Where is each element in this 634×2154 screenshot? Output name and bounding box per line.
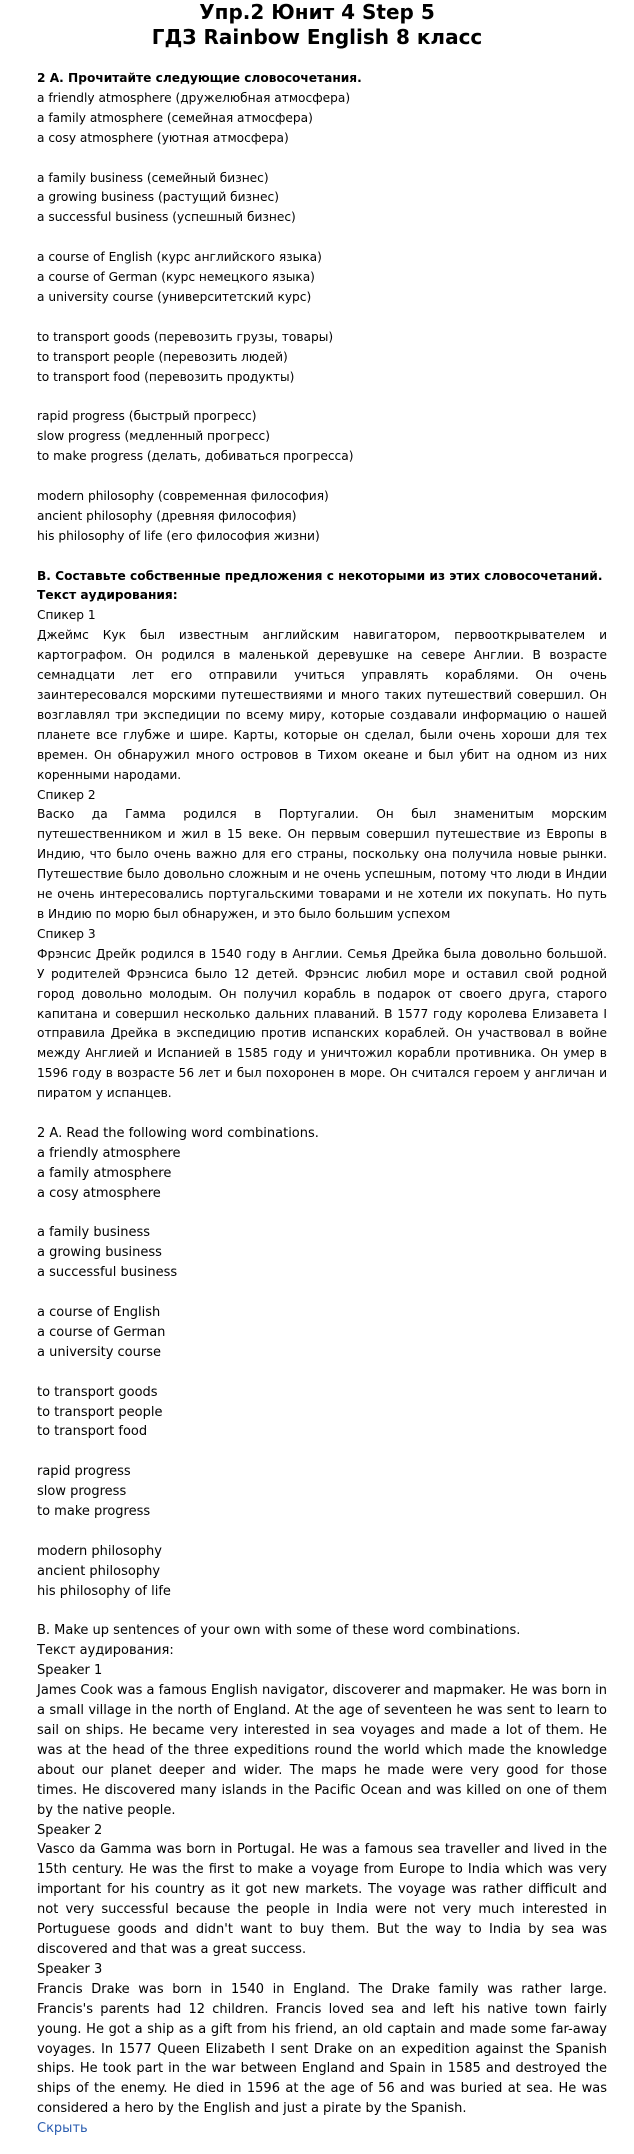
- ru-word-groups: [37, 89, 607, 567]
- speaker-text: Васко да Гамма родился в Португалии. Он был знаменитым морским путешественником и жил в 15 веке. Он первым совершил путешествие из Европы в Индию, что было очень важно для его страны, поскольку она получила новые рынки. Путешествие было довольно сложным и не очень успешным, потому что люди в Индии не очень интересовались португальскими товарами и не хотели их покупать. Но путь в Индию по морю был обнаружен, и это было большим успехом: [37, 807, 607, 921]
- hide-link[interactable]: Скрыть: [37, 2121, 88, 2137]
- speaker-text: Francis Drake was born in 1540 in England. The Drake family was rather large. Francis's parents had 12 children. Francis loved sea and left his native town fairly young. He got a ship as a gift from his friend, an old captain and made some far-away voyages. In 1577 Queen Elizabeth I sent Drake on an expedition against the Spanish ships. He took part in the war between England and Spain in 1585 and destroyed the ships of the enemy. He died in 1596 at the age of 56 and was buried at sea. He was considered a hero by the English and just a pirate by the Spanish.: [37, 1981, 607, 2117]
- word-combination: to make progress: [37, 1504, 151, 1520]
- main-content: [0, 50, 634, 2139]
- speaker-label: Speaker 1: [37, 1663, 103, 1679]
- word-combination: a university course: [37, 1344, 161, 1360]
- group-spacer: [37, 387, 607, 407]
- word-combination: a family business (семейный бизнес): [37, 170, 269, 185]
- word-combination: a successful business: [37, 1265, 178, 1281]
- exercise-a-heading-ru: 2 А. Прочитайте следующие словосочетания.: [37, 71, 362, 85]
- en-word-groups: [37, 1144, 607, 1622]
- word-combination: a course of German (курс немецкого языка): [37, 270, 315, 285]
- speaker-text: James Cook was a famous English navigator, discoverer and mapmaker. He was born in a small village in the north of England. At the age of seventeen he was sent to learn to sail on ships. He became very interested in sea voyages and made a lot of them. He was at the head of the three expeditions round the world which made the knowledge about our planet deeper and wider. The maps he made were very good for those times. He discovered many islands in the Pacific Ocean and was killed on one of them by the native people.: [37, 1683, 607, 1818]
- exercise-b-heading-en: B. Make up sentences of your own with some of these word combinations.: [37, 1623, 521, 1639]
- speaker-text: Джеймс Кук был известным английским навигатором, первооткрывателем и картографом. Он родился в маленькой деревушке на севере Англии. В возрасте семнадцати лет его отправили учиться управлять кораблями. Он очень заинтересовался морскими путешествиями и много таких путешествий совершил. Он возглавлял три экспедиции по всему миру, которые создавали информацию о нашей планете все глубже и шире. Карты, которые он сделал, были очень хороши для тех времен. Он обнаружил много островов в Тихом океане и был убит на одном из них коренными народами.: [37, 628, 607, 782]
- group-spacer: [37, 1204, 607, 1224]
- ru-section: [37, 69, 607, 1104]
- group-spacer: [37, 308, 607, 328]
- word-combination: a family atmosphere (семейная атмосфера): [37, 110, 313, 125]
- word-combination: to transport food (перевозить продукты): [37, 369, 295, 384]
- speaker-label: Speaker 3: [37, 1961, 103, 1977]
- word-combination: to transport goods (перевозить грузы, товары): [37, 329, 334, 344]
- word-combination: ancient philosophy: [37, 1563, 161, 1579]
- group-spacer: [37, 1283, 607, 1303]
- group-spacer: [37, 1363, 607, 1383]
- speaker-text: Vasco da Gamma was born in Portugal. He was a famous sea traveller and lived in the 15th century. He was the first to make a voyage from Europe to India which was very important for his country as it got new markets. The voyage was rather difficult and not very successful because the people in India were not very much interested in Portuguese goods and didn't want to buy them. But the way to India by sea was discovered and that was a great success.: [37, 1842, 607, 1957]
- group-spacer: [37, 547, 607, 567]
- word-combination: a course of English (курс английского языка): [37, 250, 322, 265]
- word-combination: to transport goods: [37, 1384, 158, 1400]
- word-combination: a university course (университетский курс): [37, 289, 312, 304]
- word-combination: a course of English: [37, 1305, 161, 1321]
- audio-heading-ru: Текст аудирования:: [37, 588, 178, 603]
- word-combination: slow progress (медленный прогресс): [37, 429, 270, 444]
- speaker-text: Фрэнсис Дрейк родился в 1540 году в Англии. Семья Дрейка была довольно большой. У родителей Фрэнсиса было 12 детей. Фрэнсис любил море и оставил свой родной город довольно молодым. Он получил корабль в подарок от своего друга, старого капитана и совершил несколько дальних плаваний. В 1577 году королева Елизавета I отправила Дрейка в экспедицию против испанских кораблей. Он участвовал в войне между Англией и Испанией в 1585 году и уничтожил корабли противника. Он умер в 1596 году в возрасте 56 лет и был похоронен в море. Он считался героем у англичан и пиратом у испанцев.: [37, 946, 607, 1101]
- en-speakers: [37, 1661, 607, 2119]
- word-combination: rapid progress: [37, 1464, 131, 1480]
- word-combination: a cosy atmosphere: [37, 1185, 161, 1201]
- word-combination: a course of German: [37, 1324, 166, 1340]
- word-combination: a friendly atmosphere (дружелюбная атмосфера): [37, 90, 351, 105]
- speaker-label: Спикер 2: [37, 787, 96, 802]
- speaker-label: Спикер 1: [37, 608, 96, 623]
- word-combination: a successful business (успешный бизнес): [37, 210, 296, 225]
- group-spacer: [37, 149, 607, 169]
- word-combination: a growing business (растущий бизнес): [37, 190, 279, 205]
- word-combination: a family atmosphere: [37, 1165, 172, 1181]
- ru-speakers: [37, 606, 607, 1104]
- word-combination: slow progress: [37, 1484, 127, 1500]
- speaker-label: Speaker 2: [37, 1822, 103, 1838]
- group-spacer: [37, 1442, 607, 1462]
- group-spacer: [37, 1522, 607, 1542]
- word-combination: his philosophy of life (его философия жизни): [37, 528, 320, 543]
- word-combination: modern philosophy: [37, 1543, 162, 1559]
- group-spacer: [37, 467, 607, 487]
- word-combination: a growing business: [37, 1245, 162, 1261]
- word-combination: a cosy atmosphere (уютная атмосфера): [37, 130, 289, 145]
- page-title-line1: Упр.2 Юнит 4 Step 5: [199, 0, 435, 24]
- word-combination: modern philosophy (современная философия): [37, 488, 329, 503]
- group-spacer: [37, 228, 607, 248]
- exercise-b-heading-ru: В. Составьте собственные предложения с некоторыми из этих словосочетаний.: [37, 568, 603, 583]
- exercise-a-heading-en: 2 A. Read the following word combinations.: [37, 1125, 319, 1141]
- page-title-line2: ГДЗ Rainbow English 8 класс: [151, 25, 483, 49]
- word-combination: to transport people: [37, 1404, 163, 1420]
- group-spacer: [37, 1602, 607, 1622]
- speaker-label: Спикер 3: [37, 926, 96, 941]
- audio-heading-en: Текст аудирования:: [37, 1643, 174, 1659]
- en-section: [37, 1124, 607, 2119]
- word-combination: his philosophy of life: [37, 1583, 171, 1599]
- word-combination: a family business: [37, 1225, 151, 1241]
- word-combination: to make progress (делать, добиваться прогресса): [37, 449, 354, 464]
- word-combination: rapid progress (быстрый прогресс): [37, 409, 257, 424]
- title-block: [0, 0, 634, 50]
- word-combination: to transport food: [37, 1424, 148, 1440]
- word-combination: to transport people (перевозить людей): [37, 349, 288, 364]
- word-combination: a friendly atmosphere: [37, 1145, 181, 1161]
- word-combination: ancient philosophy (древняя философия): [37, 508, 297, 523]
